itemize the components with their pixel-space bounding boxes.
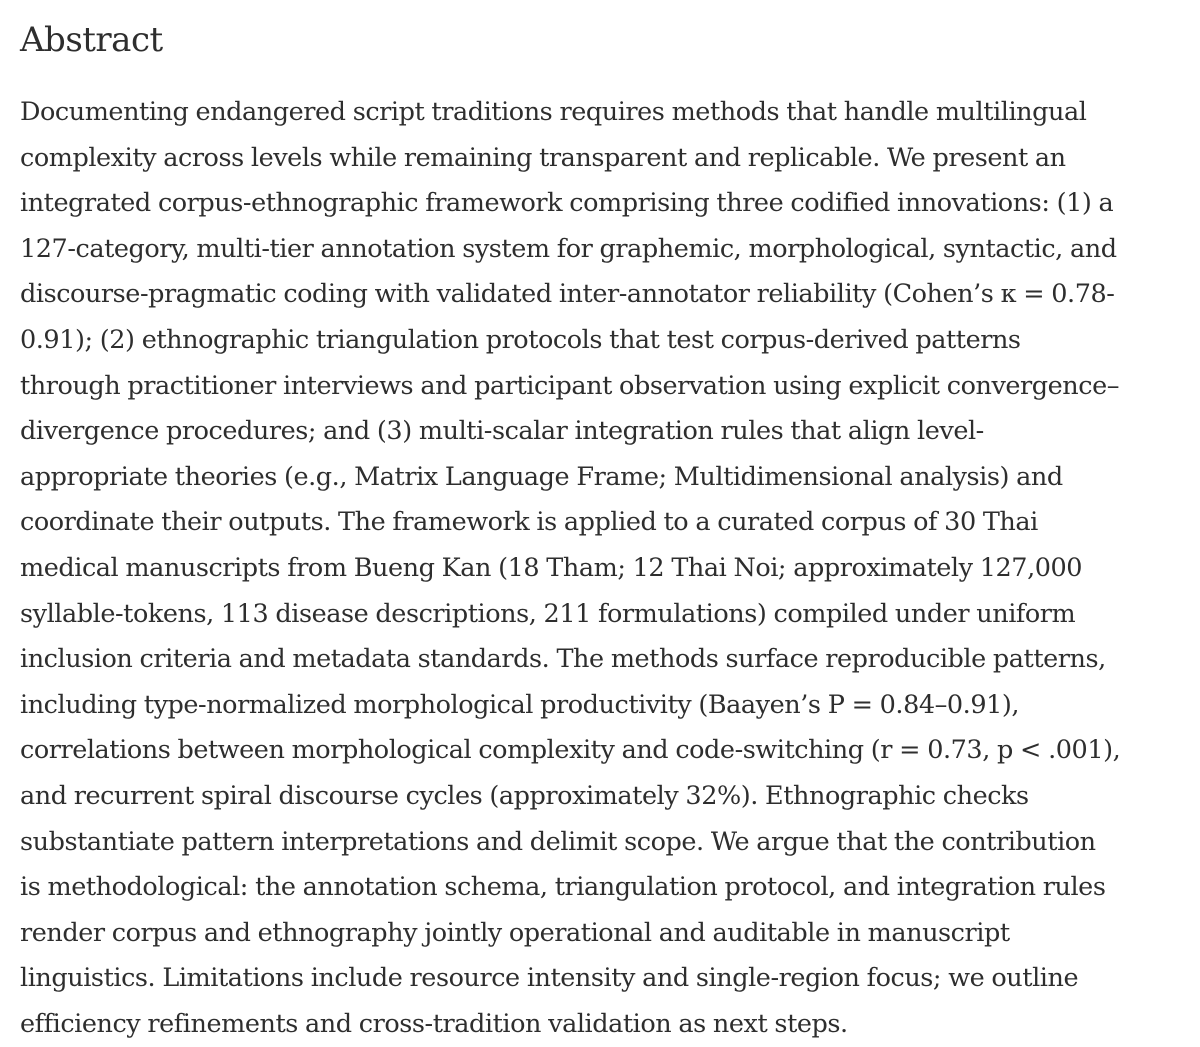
abstract-line: syllable-tokens, 113 disease descriptions, 211 formulations) compiled under uniform xyxy=(20,598,1076,629)
abstract-body xyxy=(20,90,1180,1047)
abstract-line: integrated corpus-ethnographic framework comprising three codified innovations: (1) a xyxy=(20,188,1114,219)
abstract-line: render corpus and ethnography jointly operational and auditable in manuscript xyxy=(20,917,1010,948)
abstract-line: 0.91); (2) ethnographic triangulation protocols that test corpus-derived patterns xyxy=(20,324,1021,355)
abstract-line: complexity across levels while remaining transparent and replicable. We present an xyxy=(20,142,1066,173)
abstract-line: efficiency refinements and cross-tradition validation as next steps. xyxy=(20,1008,848,1039)
abstract-line: Documenting endangered script traditions requires methods that handle multilingual xyxy=(20,97,1087,127)
abstract-line: correlations between morphological complexity and code-switching (r = 0.73, p < .001), xyxy=(20,735,1121,766)
abstract-line: discourse-pragmatic coding with validated inter-annotator reliability (Cohen’s κ = 0.78- xyxy=(20,279,1115,310)
abstract-line: through practitioner interviews and participant observation using explicit convergence– xyxy=(20,370,1120,401)
abstract-line: inclusion criteria and metadata standards. The methods surface reproducible patterns, xyxy=(20,644,1106,675)
abstract-line: divergence procedures; and (3) multi-scalar integration rules that align level- xyxy=(20,416,984,447)
abstract-line: is methodological: the annotation schema, triangulation protocol, and integration rules xyxy=(20,872,1106,903)
abstract-line: linguistics. Limitations include resource intensity and single-region focus; we outline xyxy=(20,963,1079,994)
abstract-line: appropriate theories (e.g., Matrix Language Frame; Multidimensional analysis) and xyxy=(20,461,1063,492)
abstract-line: and recurrent spiral discourse cycles (approximately 32%). Ethnographic checks xyxy=(20,780,1029,811)
abstract-line: 127-category, multi-tier annotation system for graphemic, morphological, syntactic, and xyxy=(20,233,1117,264)
abstract-line: medical manuscripts from Bueng Kan (18 Tham; 12 Thai Noi; approximately 127,000 xyxy=(20,552,1083,583)
abstract-line: coordinate their outputs. The framework is applied to a curated corpus of 30 Thai xyxy=(20,507,1038,538)
abstract-section xyxy=(20,14,1180,1047)
abstract-line: including type-normalized morphological productivity (Baayen’s P = 0.84–0.91), xyxy=(20,689,1020,720)
abstract-line: substantiate pattern interpretations and delimit scope. We argue that the contribution xyxy=(20,826,1096,857)
abstract-heading: Abstract xyxy=(20,20,163,60)
